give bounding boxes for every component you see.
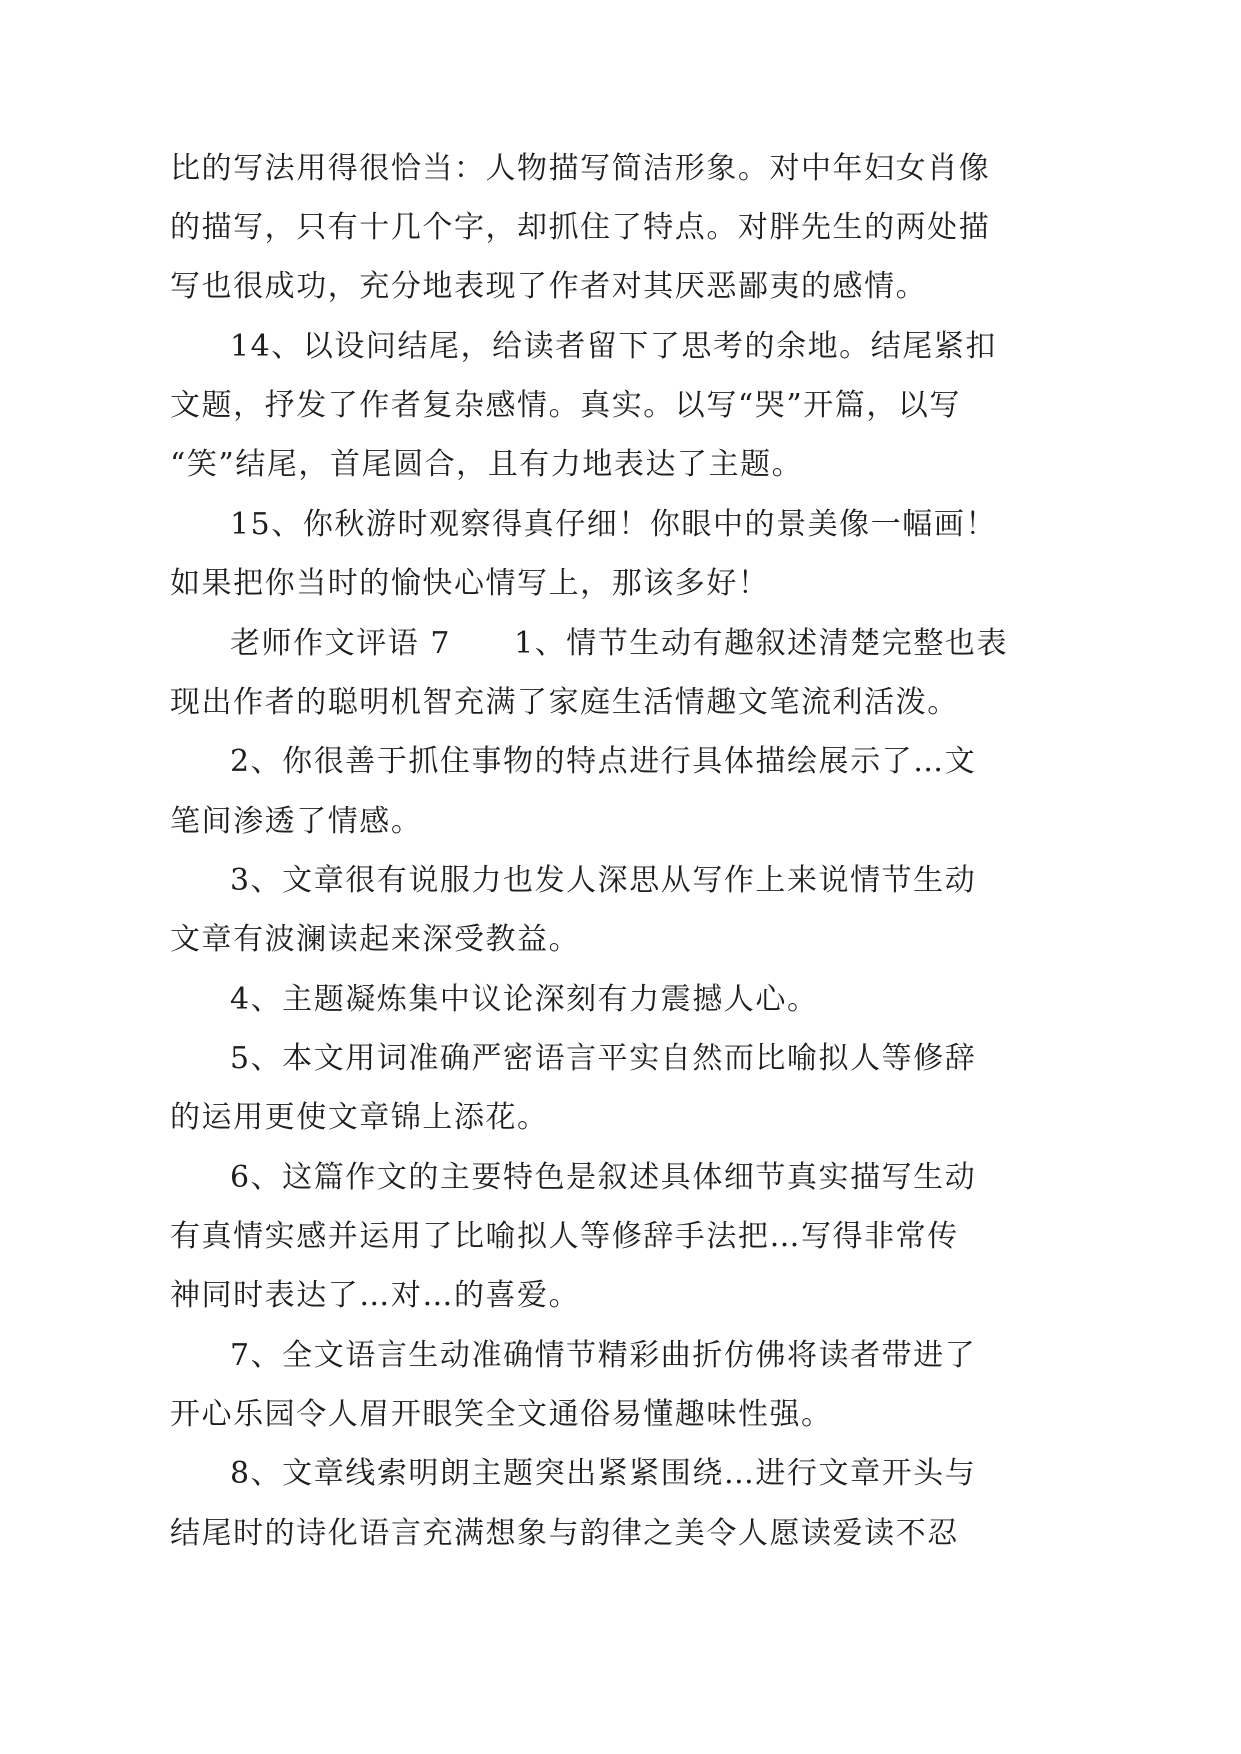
text-line: 开心乐园令人眉开眼笑全文通俗易懂趣味性强。 [170,1397,833,1432]
text-line: 笔间渗透了情感。 [170,804,423,839]
text-line: 3、文章很有说服力也发人深思从写作上来说情节生动 [230,863,977,898]
text-line: 写也很成功，充分地表现了作者对其厌恶鄙夷的感情。 [170,269,928,304]
text-line: 6、这篇作文的主要特色是叙述具体细节真实描写生动 [230,1160,977,1195]
text-line: 5、本文用词准确严密语言平实自然而比喻拟人等修辞 [230,1041,977,1076]
text-line: 7、全文语言生动准确情节精彩曲折仿佛将读者带进了 [230,1338,977,1373]
text-line: 的运用更使文章锦上添花。 [170,1100,549,1135]
text-line: “笑”结尾，首尾圆合，且有力地表达了主题。 [170,447,804,482]
text-line: 如果把你当时的愉快心情写上，那该多好！ [170,566,770,601]
text-line: 文章有波澜读起来深受教益。 [170,922,581,957]
text-line: 4、主题凝炼集中议论深刻有力震撼人心。 [230,982,819,1017]
text-line: 14、以设问结尾，给读者留下了思考的余地。结尾紧扣 [230,329,997,364]
text-line: 8、文章线索明朗主题突出紧紧围绕…进行文章开头与 [230,1456,977,1491]
text-line: 15、你秋游时观察得真仔细！你眼中的景美像一幅画！ [230,507,997,542]
text-line: 2、你很善于抓住事物的特点进行具体描绘展示了…文 [230,744,977,779]
text-line: 比的写法用得很恰当：人物描写简洁形象。对中年妇女肖像 [170,151,991,186]
text-line: 有真情实感并运用了比喻拟人等修辞手法把…写得非常传 [170,1219,959,1254]
text-line: 老师作文评语 7 1、情节生动有趣叙述清楚完整也表 [230,626,1009,661]
text-line: 神同时表达了…对…的喜爱。 [170,1278,581,1313]
text-line: 结尾时的诗化语言充满想象与韵律之美令人愿读爱读不忍 [170,1516,959,1551]
text-line: 现出作者的聪明机智充满了家庭生活情趣文笔流利活泼。 [170,685,959,720]
text-line: 的描写，只有十几个字，却抓住了特点。对胖先生的两处描 [170,210,991,245]
text-line: 文题，抒发了作者复杂感情。真实。以写“哭”开篇，以写 [170,388,961,423]
